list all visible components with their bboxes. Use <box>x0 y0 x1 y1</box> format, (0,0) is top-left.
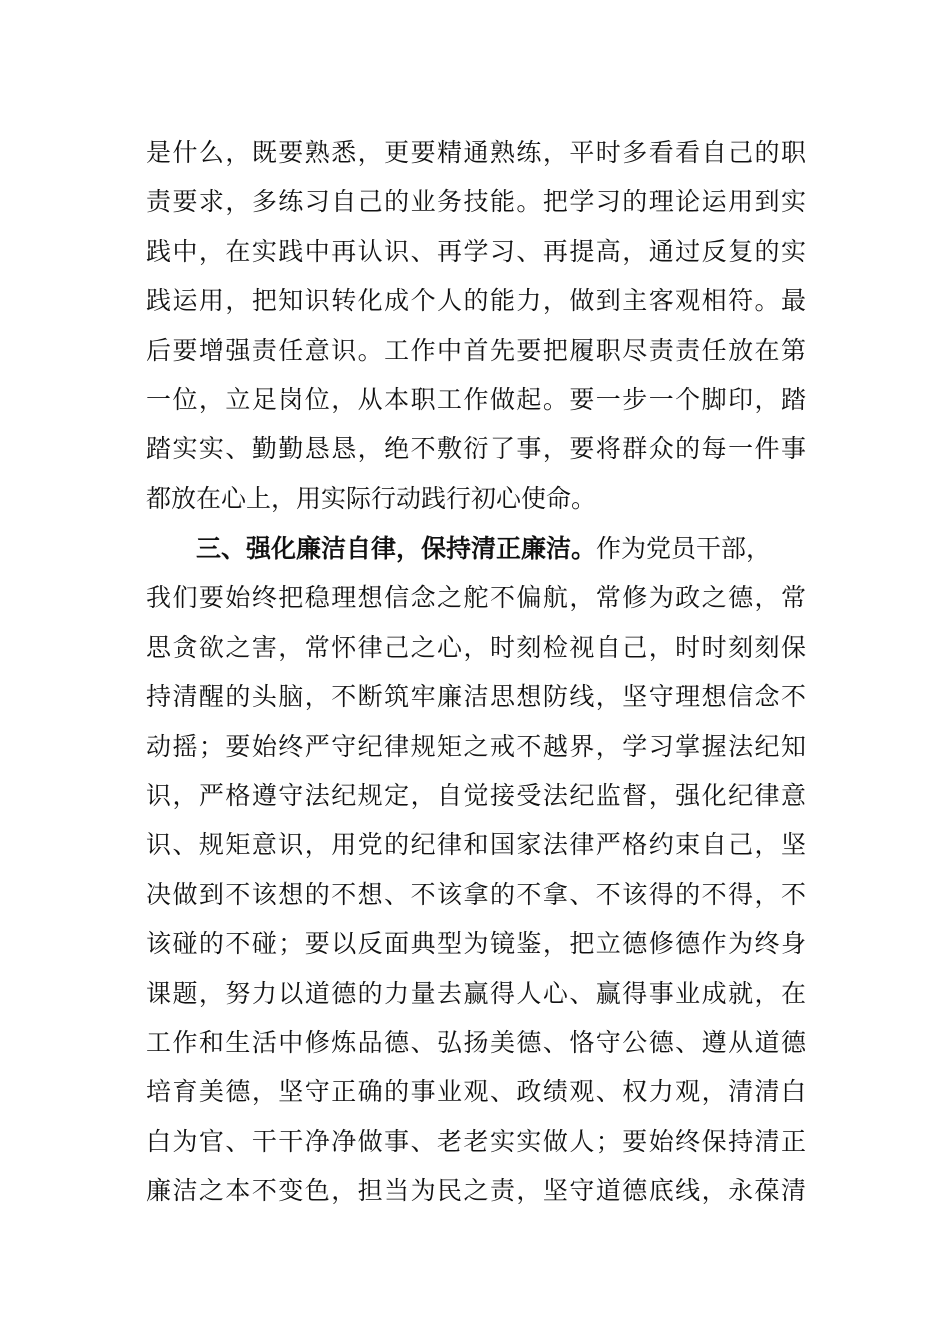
paragraph-first-line <box>146 524 806 573</box>
text-line: 持清醒的头脑，不断筑牢廉洁思想防线，坚守理想信念不 <box>146 682 806 712</box>
text-line: 白为官、干干净净做事、老老实实做人；要始终保持清正 <box>146 1126 806 1156</box>
text-line: 责要求，多练习自己的业务技能。把学习的理论运用到实 <box>146 187 806 217</box>
text-line: 识，严格遵守法纪规定，自觉接受法纪监督，强化纪律意 <box>146 780 806 810</box>
section-heading: 三、强化廉洁自律，保持清正廉洁。 <box>196 534 597 563</box>
text-line: 思贪欲之害，常怀律己之心，时刻检视自己，时时刻刻保 <box>146 632 806 662</box>
text-line: 我们要始终把稳理想信念之舵不偏航，常修为政之德，常 <box>146 583 806 613</box>
text-line: 一位，立足岗位，从本职工作做起。要一步一个脚印，踏 <box>146 384 806 414</box>
text-line: 踏实实、勤勤恳恳，绝不敷衍了事，要将群众的每一件事 <box>146 434 806 464</box>
paragraph-2 <box>146 524 806 1215</box>
text-line: 该碰的不碰；要以反面典型为镜鉴，把立德修德作为终身 <box>146 929 806 959</box>
text-line: 课题，努力以道德的力量去赢得人心、赢得事业成就，在 <box>146 978 806 1008</box>
text-line: 践中，在实践中再认识、再学习、再提高，通过反复的实 <box>146 236 806 266</box>
text-line: 践运用，把知识转化成个人的能力，做到主客观相符。最 <box>146 286 806 316</box>
text-line: 决做到不该想的不想、不该拿的不拿、不该得的不得，不 <box>146 879 806 909</box>
paragraph-1 <box>146 128 806 523</box>
text-line: 后要增强责任意识。工作中首先要把履职尽责责任放在第 <box>146 335 806 365</box>
text-line: 工作和生活中修炼品德、弘扬美德、恪守公德、遵从道德 <box>146 1027 806 1057</box>
text-line: 识、规矩意识，用党的纪律和国家法律严格约束自己，坚 <box>146 830 806 860</box>
text-line: 动摇；要始终严守纪律规矩之戒不越界，学习掌握法纪知 <box>146 731 806 761</box>
text-line: 培育美德，坚守正确的事业观、政绩观、权力观，清清白 <box>146 1077 806 1107</box>
heading-continuation: 作为党员干部， <box>596 534 772 563</box>
text-line: 是什么，既要熟悉，更要精通熟练，平时多看看自己的职 <box>146 138 806 167</box>
text-line: 廉洁之本不变色，担当为民之责，坚守道德底线，永葆清 <box>146 1176 806 1206</box>
text-line: 都放在心上，用实际行动践行初心使命。 <box>146 483 597 513</box>
